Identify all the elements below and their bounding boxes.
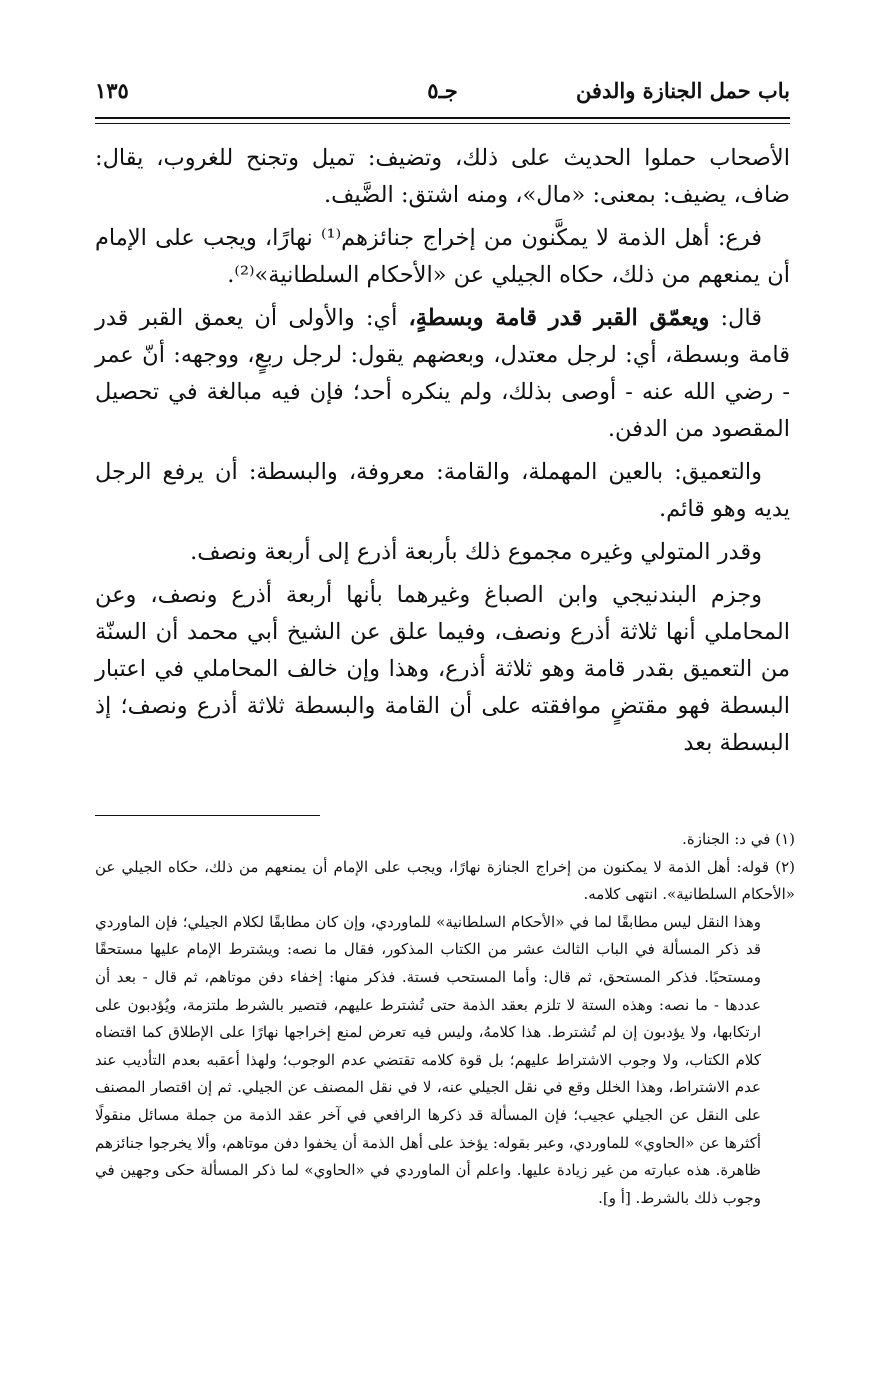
footnote-1-number: (١) bbox=[775, 830, 795, 848]
volume-label: جـ٥ bbox=[427, 78, 458, 103]
main-text bbox=[95, 140, 790, 768]
paragraph-3 bbox=[95, 300, 790, 448]
footnotes bbox=[95, 826, 795, 1212]
footnote-2-continuation: وهذا النقل ليس مطابقًا لما في «الأحكام السلطانية» للماوردي، وإن كان مطابقًا لكلام الجيلي؛ فإن الماوردي قد ذكر المسألة في الباب الثالث عشر من الكتاب المذكور، فقال ما نصه: ويشترط الإمام عليها مستحقًا ومستحبًا. فذكر المستحق، ثم قال: وأما المستحب فستة. فذكر منها: إخفاء دفن موتاهم، ثم قال - بعد أن عددها - ما نصه: وهذه الستة لا تلزم بعقد الذمة حتى تُشترط عليهم، فتصير بالشرط ملتزمة، ويُؤدبون على ارتكابها، ولا يؤدبون إن لم تُشترط. هذا كلامهُ، وليس فيه تعرض لمنع إخراجها نهارًا على الإطلاق كما اقتضاه كلام الكتاب، ولا وجوب الاشتراط عليهم؛ بل قوة كلامه تقتضي عدم الوجوب؛ ولهذا أعقبه بعدم التأديب عند عدم الاشتراط، وهذا الخلل وقع في نقل الجيلي عنه، لا في نقل المصنف عن الجيلي. ثم إن اقتصار المصنف على النقل عن الجيلي عجيب؛ فإن المسألة قد ذكرها الرافعي في آخر عقد الذمة من جملة مسائل منقولًا أكثرها عن «الحاوي» للماوردي، وعبر بقوله: يؤخذ على أهل الذمة أن يخفوا دفن موتاهم، وألا يخرجوا جنائزهم ظاهرة. هذه عبارته من غير زيادة عليها. واعلم أن الماوردي في «الحاوي» لما ذكر المسألة حكى وجهين في وجوب ذلك بالشرط. [أ و]. bbox=[95, 912, 762, 1207]
paragraph-6: وجزم البندنيجي وابن الصباغ وغيرهما بأنها أربعة أذرع ونصف، وعن المحاملي أنها ثلاثة أذرع ونصف، وفيما علق عن الشيخ أبي محمد أن السنّة من التعميق بقدر قامة وهو ثلاثة أذرع، وهذا وإن خالف المحاملي في اعتبار البسطة فهو مقتضٍ موافقته على أن القامة والبسطة ثلاثة أذرع ونصف؛ إذ البسطة بعد bbox=[95, 582, 790, 756]
running-header bbox=[95, 78, 790, 112]
paragraph-1: الأصحاب حملوا الحديث على ذلك، وتضيف: تميل وتجنح للغروب، يقال: ضاف، يضيف: بمعنى: «مال»، ومنه اشتق: الضَّيف. bbox=[95, 145, 790, 208]
matn-quote: ويعمّق القبر قدر قامة وبسطةٍ، bbox=[408, 305, 710, 331]
paragraph-3-rest: أي: والأولى أن يعمق القبر قدر قامة وبسطة، أي: لرجل معتدل، وبعضهم يقول: لرجل ربعٍ، ووجهه: أنّ عمر - رضي الله عنه - أوصى بذلك، ولم ينكره أحد؛ فإن فيه مبالغة في تحصيل المقصود من الدفن. bbox=[95, 305, 790, 442]
footnote-2-number: (٢) bbox=[775, 857, 795, 876]
header-rule-thin bbox=[95, 123, 790, 124]
footnote-1-text: في د: الجنازة. bbox=[682, 830, 771, 848]
paragraph-4: والتعميق: بالعين المهملة، والقامة: معروفة، والبسطة: أن يرفع الرجل يديه وهو قائم. bbox=[95, 459, 790, 522]
paragraph-3-lead: قال: bbox=[709, 305, 763, 331]
chapter-title: باب حمل الجنازة والدفن bbox=[575, 78, 790, 103]
page-number: ١٣٥ bbox=[95, 78, 129, 103]
paragraph-5: وقدر المتولي وغيره مجموع ذلك بأربعة أذرع إلى أربعة ونصف. bbox=[190, 539, 762, 565]
footnote-2 bbox=[95, 854, 795, 909]
footnote-2-text: قوله: أهل الذمة لا يمكنون من إخراج الجنازة نهارًا، ويجب على الإمام أن يمنعهم من ذلك، حكاه الجيلي عن «الأحكام السلطانية». انتهى كلامه. bbox=[95, 857, 795, 904]
paragraph-2: فرع: أهل الذمة لا يمكَّنون من إخراج جنائزهم⁽¹⁾ نهارًا، ويجب على الإمام أن يمنعهم من ذلك، حكاه الجيلي عن «الأحكام السلطانية»⁽²⁾. bbox=[95, 225, 790, 288]
footnote-1 bbox=[95, 826, 795, 854]
header-rule-thick bbox=[95, 117, 790, 119]
footnote-separator bbox=[95, 815, 320, 816]
